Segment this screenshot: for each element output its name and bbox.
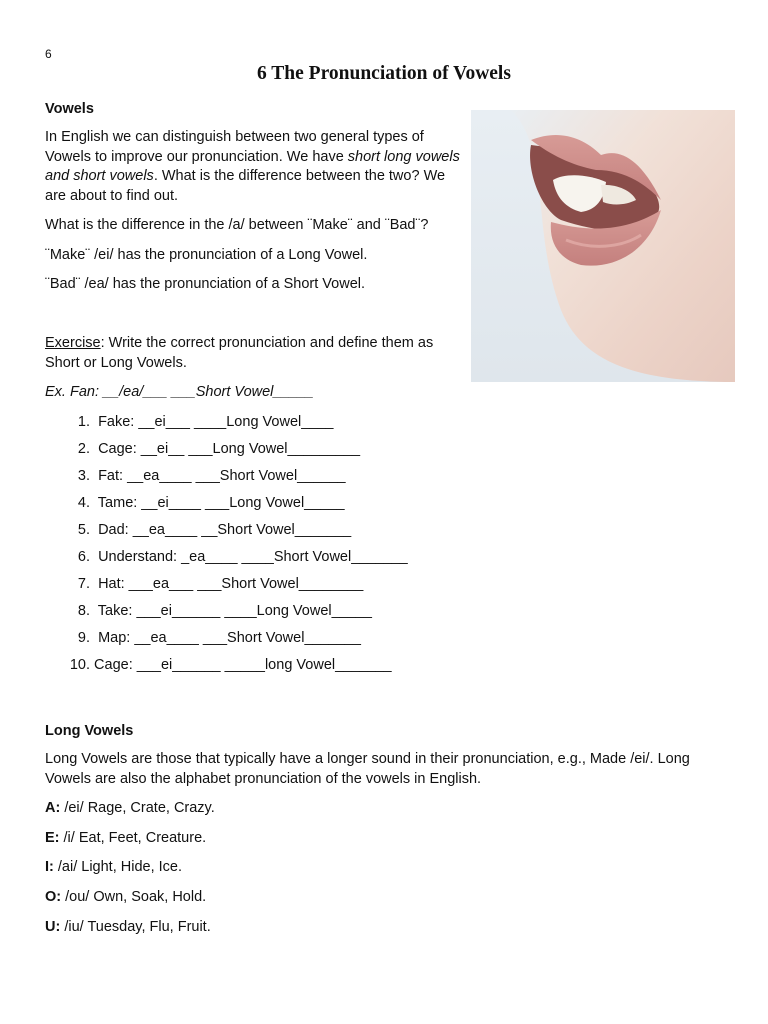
vowel-examples: /i/ Eat, Feet, Creature. [59, 829, 207, 846]
intro-text-1: In English we can distinguish between two general types of Vowels to improve our pronunciation. We have [45, 129, 424, 165]
page-number: 6 [45, 47, 52, 61]
item-text: Cage: __ei__ ___Long Vowel_________ [98, 441, 361, 457]
list-item [66, 547, 408, 574]
vowel-examples: /iu/ Tuesday, Flu, Fruit. [60, 918, 211, 935]
item-number: 4. [77, 495, 90, 511]
make-explanation: ¨Make¨ /ei/ has the pronunciation of a Long Vowel. [45, 246, 368, 263]
vowel-letter: U: [45, 918, 61, 935]
vowels-heading: Vowels [45, 101, 94, 117]
vowel-examples: /ai/ Light, Hide, Ice. [53, 859, 183, 876]
exercise-block [45, 334, 460, 373]
item-number: 3. [77, 468, 90, 484]
long-vowels-block [45, 750, 735, 789]
intro-italic-text: short long vowels and short vowels [45, 148, 460, 184]
exercise-answer-list [66, 412, 408, 682]
item-number: 9. [77, 630, 90, 646]
item-text: Tame: __ei____ ___Long Vowel_____ [97, 495, 345, 511]
item-number: 1. [77, 414, 90, 430]
long-vowels-list [45, 798, 215, 946]
item-number: 7. [77, 576, 90, 592]
list-item [45, 828, 215, 858]
list-item [66, 628, 408, 655]
long-vowels-description: Long Vowels are those that typically have a longer sound in their pronunciation, e.g., Made /ei/. Long Vowels are also the alphabet pronunciation of the vowels in English. [45, 751, 690, 787]
item-text: Hat: ___ea___ ___Short Vowel________ [98, 576, 364, 592]
item-text: Take: ___ei______ ____Long Vowel_____ [97, 603, 372, 619]
vowels-intro [45, 128, 460, 305]
difference-question: What is the difference in the /a/ between ¨Make¨ and ¨Bad¨? [45, 217, 429, 233]
item-text: Dad: __ea____ __Short Vowel_______ [98, 522, 352, 538]
vowel-letter: O: [45, 889, 62, 906]
list-item [66, 466, 408, 493]
list-item [66, 655, 408, 682]
vowel-letter: I: [45, 859, 54, 876]
list-item [66, 601, 408, 628]
item-text: Fake: __ei___ ____Long Vowel____ [98, 414, 334, 430]
vowel-examples: /ou/ Own, Soak, Hold. [61, 889, 207, 906]
list-item [45, 857, 215, 887]
item-number: 6. [77, 549, 90, 565]
vowel-examples: /ei/ Rage, Crate, Crazy. [60, 800, 215, 816]
intro-paragraph [45, 128, 460, 206]
list-item [45, 798, 215, 828]
exercise-instruction [45, 334, 460, 373]
item-number: 8. [77, 603, 90, 619]
item-text: Map: __ea____ ___Short Vowel_______ [98, 630, 361, 646]
item-text: Fat: __ea____ ___Short Vowel______ [98, 468, 346, 484]
exercise-example: Ex. Fan: __/ea/___ ___Short Vowel_____ [45, 384, 314, 400]
vowel-letter: E: [45, 829, 60, 846]
list-item [45, 887, 215, 917]
exercise-instruction-text: : Write the correct pronunciation and define them as Short or Long Vowels. [45, 335, 434, 371]
list-item [45, 917, 215, 947]
long-vowels-heading: Long Vowels [45, 723, 134, 739]
vowel-letter: A: [45, 800, 61, 816]
bad-explanation: ¨Bad¨ /ea/ has the pronunciation of a Short Vowel. [45, 276, 366, 292]
item-number: 5. [77, 522, 90, 538]
list-item [66, 439, 408, 466]
intro-text-2: . What is the difference between the two? We are about to find out. [45, 168, 446, 204]
list-item [66, 412, 408, 439]
item-text: Understand: _ea____ ____Short Vowel_______ [98, 549, 408, 565]
page-title: 6 The Pronunciation of Vowels [257, 63, 511, 84]
list-item [66, 493, 408, 520]
list-item [66, 574, 408, 601]
mouth-photo [471, 110, 735, 382]
item-number: 10. [69, 657, 90, 673]
item-text: Cage: ___ei______ _____long Vowel_______ [94, 657, 392, 673]
list-item [66, 520, 408, 547]
exercise-label: Exercise [45, 335, 101, 351]
item-number: 2. [77, 441, 90, 457]
